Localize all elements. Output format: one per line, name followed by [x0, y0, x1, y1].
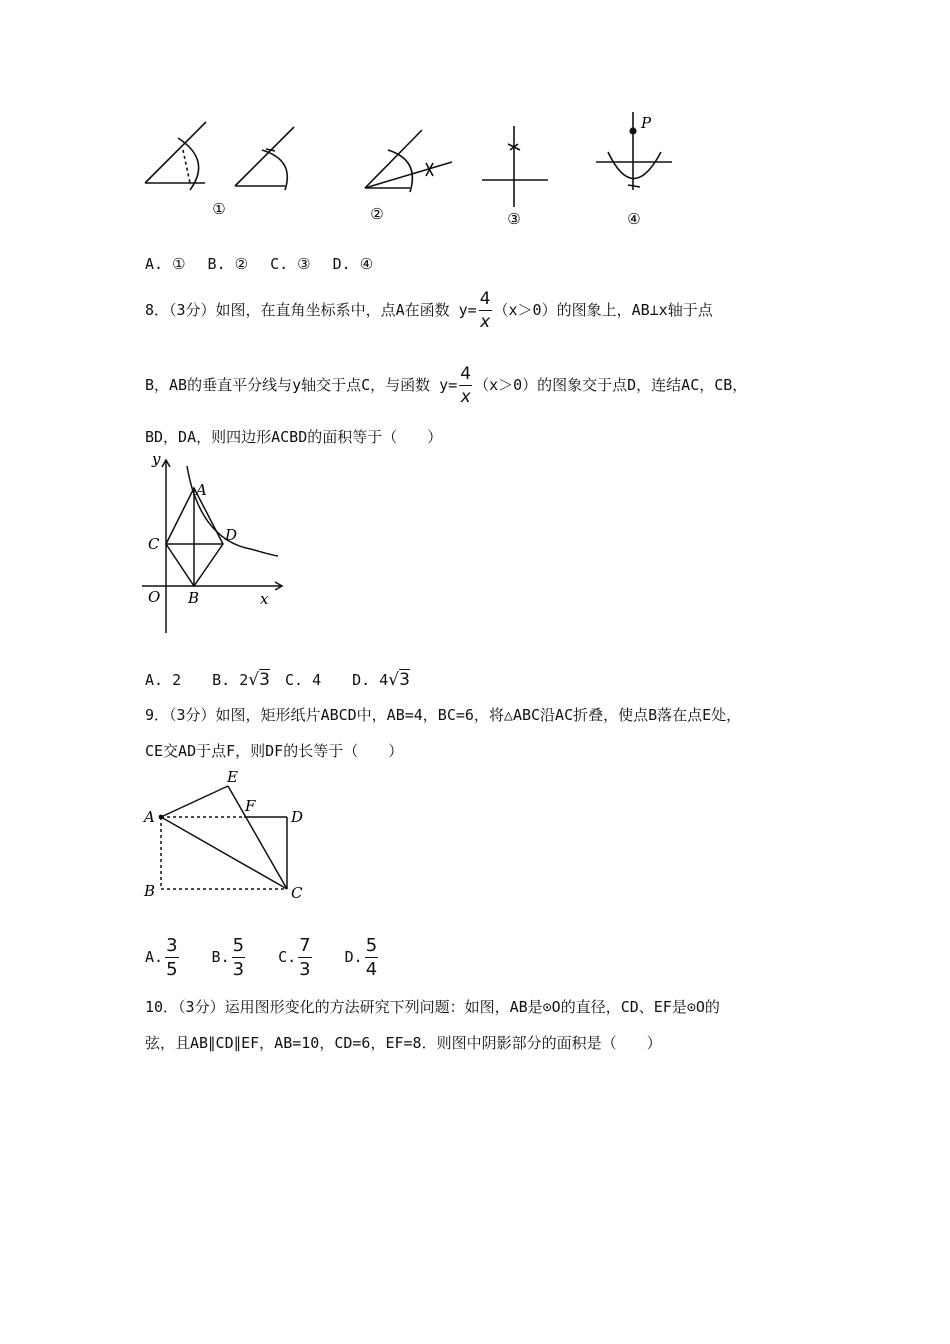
q8-label-y: y — [152, 450, 161, 468]
q7-options — [145, 255, 395, 273]
q10-line-1: 10．（3分）运用图形变化的方法研究下列问题：如图，AB是⊙O的直径，CD、EF是⊙O的 — [145, 998, 720, 1016]
q9-label-e: E — [227, 768, 238, 786]
q7-option-d: D. ④ — [332, 255, 374, 273]
q9-option-d-fraction — [365, 934, 378, 980]
q9-option-a-num: 3 — [166, 934, 178, 956]
q8-option-d-radical: √ — [388, 670, 400, 690]
q9-line-1: 9．（3分）如图，矩形纸片ABCD中，AB=4，BC=6，将△ABC沿AC折叠，使点B落在点E处， — [145, 706, 742, 724]
q7-figure-4-label: ④ — [627, 210, 641, 228]
q9-option-d-num: 5 — [365, 934, 378, 956]
q9-option-b-num: 5 — [232, 934, 245, 956]
q8-line-2-pre: B，AB的垂直平分线与y轴交于点C，与函数 y= — [145, 376, 458, 394]
q9-label-c: C — [291, 884, 303, 902]
q8-option-d-radicand: 3 — [399, 670, 410, 690]
q8-fraction-1-num: 4 — [479, 288, 491, 309]
q8-option-d — [352, 670, 410, 690]
q8-option-d-label: D. 4 — [352, 671, 389, 689]
q7-point-p-label: P — [641, 114, 652, 132]
q8-option-c — [285, 671, 321, 689]
q8-fraction-1 — [479, 288, 492, 332]
q8-figure — [130, 448, 300, 638]
q9-option-b-den: 3 — [232, 958, 245, 980]
q9-option-a-den: 5 — [166, 958, 178, 980]
q9-option-a-label: A. — [145, 948, 164, 966]
q7-figure-3-label: ③ — [507, 210, 521, 228]
q8-label-a: A — [196, 481, 207, 499]
q8-option-b-label: B. 2 — [212, 671, 249, 689]
q9-segment-ae — [161, 786, 228, 817]
q8-fraction-2 — [459, 363, 472, 407]
q8-line-1 — [145, 288, 713, 332]
q8-line-2-post: （x＞0）的图象交于点D，连结AC，CB， — [474, 376, 748, 394]
q9-point-a — [159, 815, 164, 820]
q9-option-c — [278, 935, 314, 979]
q7-figure-4 — [596, 112, 672, 190]
q9-option-c-label: C. — [278, 948, 297, 966]
q9-option-a-fraction — [165, 934, 178, 980]
q9-figure — [130, 762, 330, 912]
q9-line-2: CE交AD于点F，则DF的长等于（ ） — [145, 742, 404, 760]
q7-figure-1a — [145, 122, 206, 190]
q8-label-d: D — [225, 526, 238, 544]
q9-label-b: B — [144, 882, 156, 900]
q9-options — [145, 935, 402, 979]
q8-line-1-pre: 8．（3分）如图，在直角坐标系中，点A在函数 y= — [145, 301, 477, 319]
q8-option-a-label: A. 2 — [145, 671, 182, 689]
q9-option-d-label: D. — [344, 948, 363, 966]
q9-option-d-den: 4 — [365, 958, 378, 980]
q7-option-b: B. ② — [207, 255, 249, 273]
q8-label-x: x — [260, 590, 269, 608]
q7-figure-3 — [482, 126, 548, 207]
q8-line-1-post: （x＞0）的图象上，AB⊥x轴于点 — [493, 301, 713, 319]
q9-option-c-fraction — [298, 934, 311, 980]
q8-fraction-1-den: x — [480, 311, 491, 332]
q7-option-c: C. ③ — [270, 255, 311, 273]
q8-options — [145, 670, 432, 690]
q8-option-b-radicand: 3 — [259, 670, 270, 690]
q9-label-f: F — [245, 797, 256, 815]
q8-option-a — [145, 671, 181, 689]
q9-option-b — [212, 935, 248, 979]
q8-option-c-label: C. 4 — [284, 671, 322, 689]
q8-fraction-2-den: x — [460, 386, 471, 407]
q7-figures — [0, 0, 950, 240]
q8-label-b: B — [188, 589, 200, 607]
q8-line-2 — [145, 363, 747, 407]
q7-figure-1-label: ① — [212, 200, 226, 218]
q7-figure-2-label: ② — [370, 205, 384, 223]
q7-figure-1b — [235, 127, 294, 190]
q9-option-c-den: 3 — [299, 958, 311, 980]
q8-line-3: BD，DA，则四边形ACBD的面积等于（ ） — [145, 428, 443, 446]
q8-option-b — [212, 670, 270, 690]
q7-option-a: A. ① — [145, 255, 186, 273]
q9-label-a: A — [144, 808, 155, 826]
q7-point-p — [629, 127, 636, 134]
q9-option-c-num: 7 — [299, 934, 311, 956]
q9-option-a — [145, 935, 181, 979]
q9-segment-ac — [161, 817, 287, 889]
q8-label-o: O — [148, 588, 161, 606]
q8-label-c: C — [148, 535, 160, 553]
q9-segment-ec — [228, 786, 287, 889]
q10-line-2: 弦，且AB∥CD∥EF，AB=10，CD=6，EF=8．则图中阴影部分的面积是（ ） — [145, 1034, 662, 1052]
q9-option-b-label: B. — [211, 948, 230, 966]
q9-option-d — [345, 935, 381, 979]
q7-figure-2 — [365, 130, 452, 192]
q9-option-b-fraction — [232, 934, 245, 980]
q8-fraction-2-num: 4 — [460, 363, 472, 384]
q8-option-b-radical: √ — [248, 670, 260, 690]
q9-label-d: D — [291, 808, 304, 826]
